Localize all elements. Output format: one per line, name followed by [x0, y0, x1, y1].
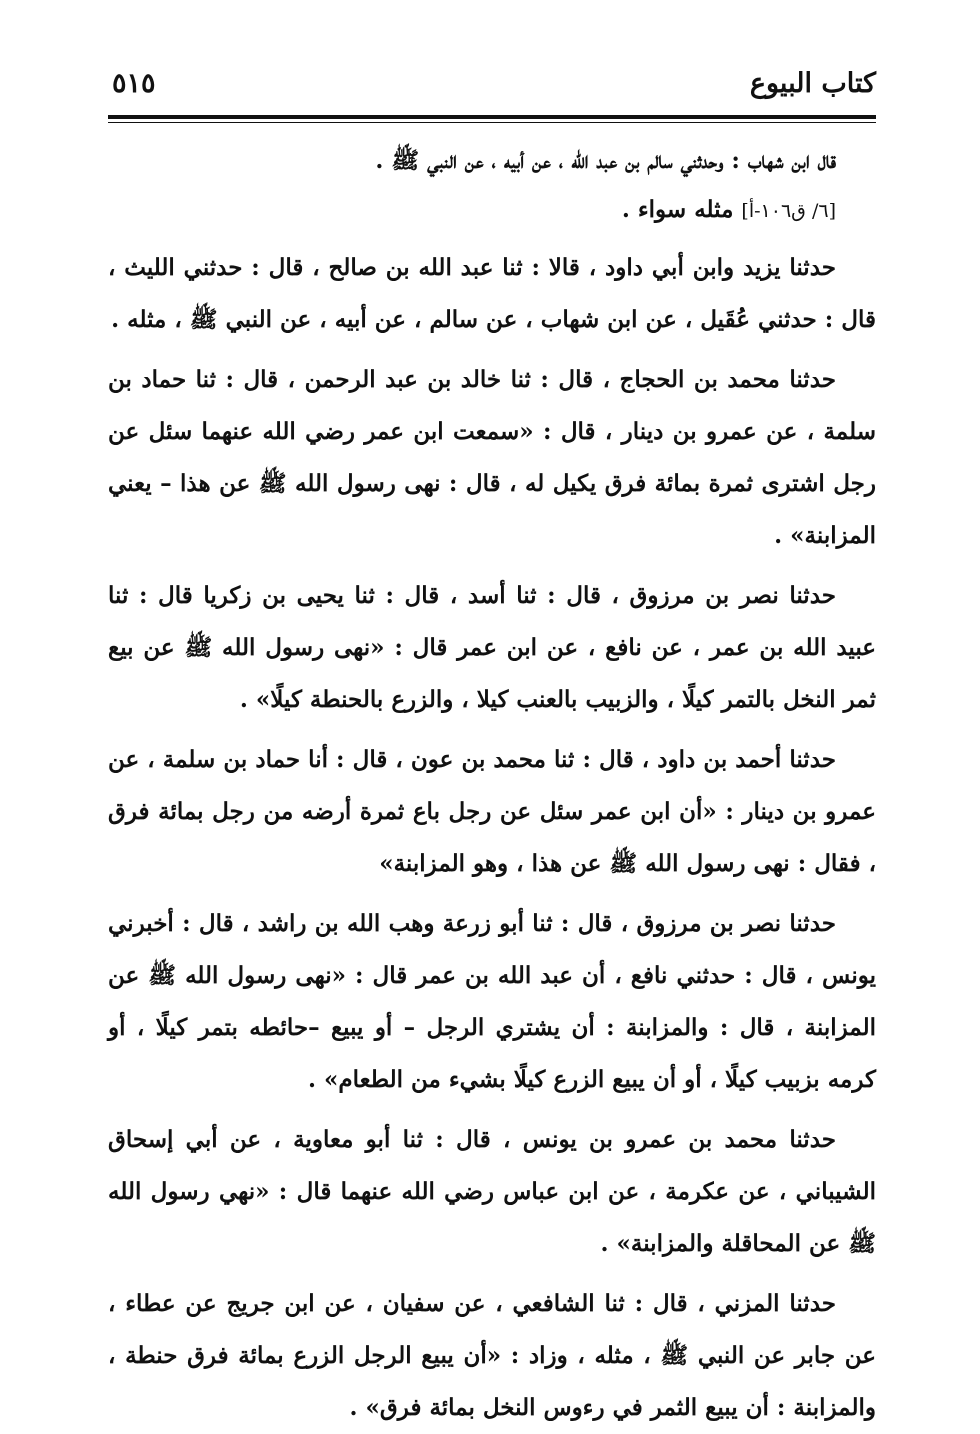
reference-line	[108, 187, 876, 234]
paragraph: حدثنا المزني ، قال : ثنا الشافعي ، عن سفيان ، عن ابن جريج عن عطاء ، عن جابر عن النبي ﷺ ، مثله ، وزاد : «أن يبيع الرجل الزرع بمائة فرق حنطة ، والمزابنة : أن يبيع الثمر في رءوس النخل بمائة فرق» .	[108, 1290, 876, 1421]
manuscript-reference: [٦/ ق١٠٦-أ]	[741, 200, 836, 222]
header-rule-thick	[108, 115, 876, 119]
paragraph: قال ابن شهاب : وحدثني سالم بن عبد الله ، عن أبيه ، عن النبي ﷺ .	[375, 147, 836, 174]
paragraph: حدثنا نصر بن مرزوق ، قال : ثنا أبو زرعة وهب الله بن راشد ، قال : أخبرني يونس ، قال : حدثني نافع ، أن عبد الله بن عمر قال : «نهى رسول الله ﷺ عن المزابنة ، قال : والمزابنة : أن يشتري الرجل – أو يبيع –حائطه بتمر كيلًا ، أو كرمه بزبيب كيلًا ، أو أن يبيع الزرع كيلًا بشيء من الطعام» .	[108, 910, 876, 1093]
page-number: ٥١٥	[112, 68, 156, 99]
paragraph: حدثنا محمد بن الحجاج ، قال : ثنا خالد بن عبد الرحمن ، قال : ثنا حماد بن سلمة ، عن عمرو بن دينار ، قال : «سمعت ابن عمر رضي الله عنهما سئل عن رجل اشترى ثمرة بمائة فرق يكيل له ، قال : نهى رسول الله ﷺ عن هذا – يعني المزابنة» .	[108, 366, 876, 549]
paragraph: مثله سواء .	[621, 196, 734, 223]
header-rule-thin	[108, 122, 876, 123]
paragraph: حدثنا يزيد وابن أبي داود ، قالا : ثنا عبد الله بن صالح ، قال : حدثني الليث ، قال : حدثني عُقَيل ، عن ابن شهاب ، عن سالم ، عن أبيه ، عن النبي ﷺ ، مثله .	[108, 254, 876, 333]
chapter-title: كتاب البيوع	[749, 68, 876, 99]
page-header	[108, 58, 876, 114]
paragraph: حدثنا محمد بن عمرو بن يونس ، قال : ثنا أبو معاوية ، عن أبي إسحاق الشيباني ، عن عكرمة ، عن ابن عباس رضي الله عنهما قال : «نهي رسول الله ﷺ عن المحاقلة والمزابنة» .	[108, 1126, 876, 1257]
page-body	[108, 135, 876, 1434]
paragraph: حدثنا نصر بن مرزوق ، قال : ثنا أسد ، قال : ثنا يحيى بن زكريا قال : ثنا عبيد الله بن عمر ، عن نافع ، عن ابن عمر قال : «نهى رسول الله ﷺ عن بيع ثمر النخل بالتمر كيلًا ، والزبيب بالعنب كيلا ، والزرع بالحنطة كيلًا» .	[108, 582, 876, 713]
paragraph: حدثنا أحمد بن داود ، قال : ثنا محمد بن عون ، قال : أنا حماد بن سلمة ، عن عمرو بن دينار : «أن ابن عمر سئل عن رجل باع ثمرة أرضه من رجل بمائة فرق ، فقال : نهى رسول الله ﷺ عن هذا ، وهو المزابنة»	[108, 746, 876, 877]
